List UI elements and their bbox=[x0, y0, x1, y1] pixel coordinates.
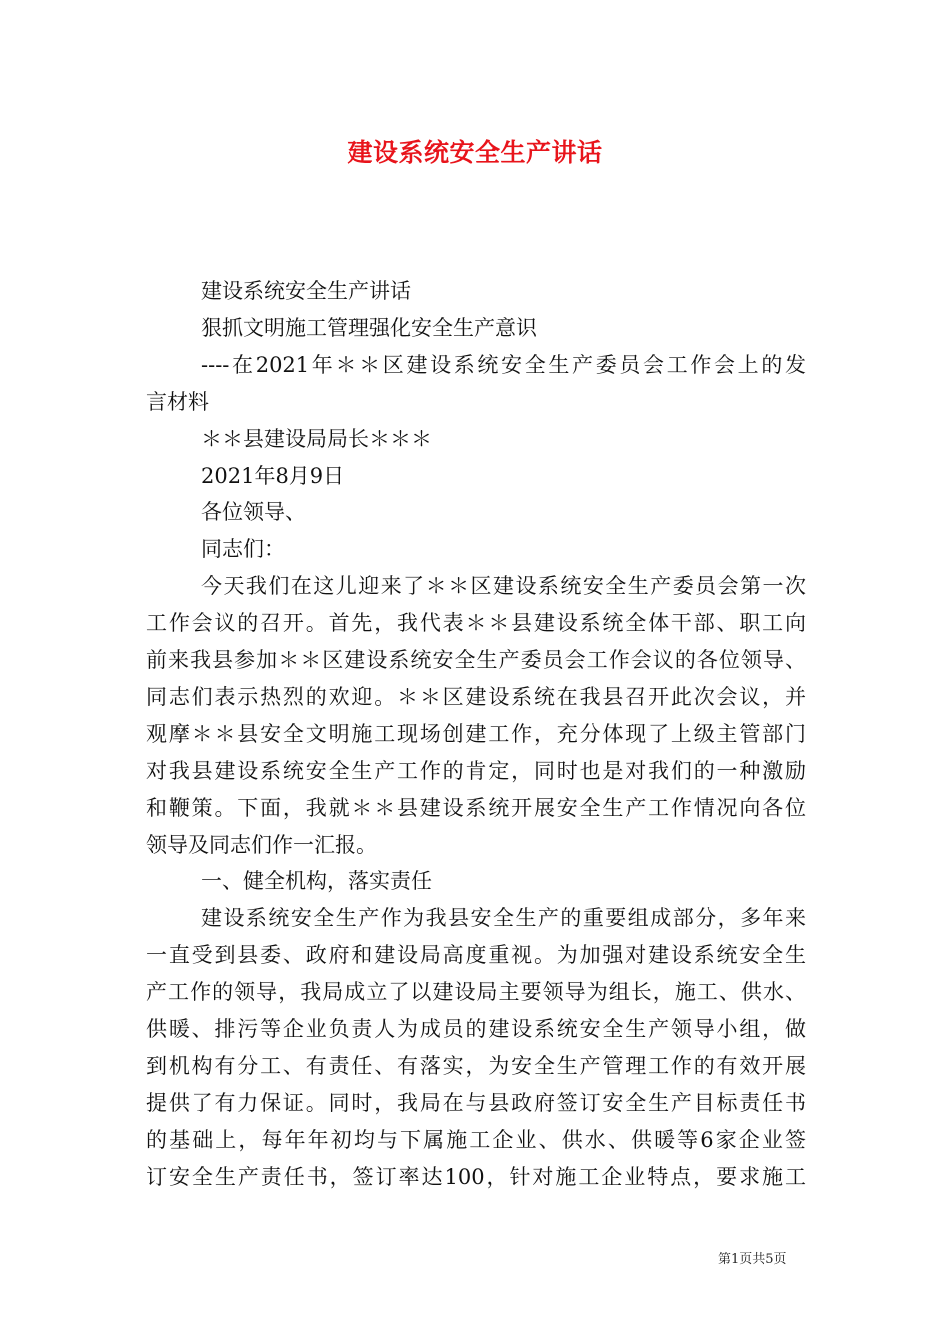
text-line: 观摩＊＊县安全文明施工现场创建工作，充分体现了上级主管部门 bbox=[146, 721, 806, 746]
text-line: 2021年8月9日 bbox=[201, 463, 345, 488]
text-line: 和鞭策。下面，我就＊＊县建设系统开展安全生产工作情况向各位 bbox=[146, 795, 806, 820]
text-line: 一直受到县委、政府和建设局高度重视。为加强对建设系统安全生 bbox=[146, 943, 806, 968]
text-line: 建设系统安全生产讲话 bbox=[201, 279, 411, 303]
text-line: 供暖、排污等企业负责人为成员的建设系统安全生产领导小组，做 bbox=[146, 1017, 806, 1041]
text-line: 订安全生产责任书，签订率达100，针对施工企业特点，要求施工 bbox=[146, 1164, 806, 1189]
text-line: ＊＊县建设局局长＊＊＊ bbox=[201, 426, 432, 451]
document-title: 建设系统安全生产讲话 bbox=[347, 138, 603, 167]
text-line: 建设系统安全生产作为我县安全生产的重要组成部分，多年来 bbox=[201, 906, 806, 931]
text-line: 今天我们在这儿迎来了＊＊区建设系统安全生产委员会第一次 bbox=[201, 574, 806, 599]
text-line: 对我县建设系统安全生产工作的肯定，同时也是对我们的一种激励 bbox=[146, 758, 806, 783]
text-line: 的基础上，每年年初均与下属施工企业、供水、供暖等6家企业签 bbox=[146, 1127, 806, 1152]
text-line: 同志们表示热烈的欢迎。＊＊区建设系统在我县召开此次会议，并 bbox=[146, 684, 806, 709]
text-line: 工作会议的召开。首先，我代表＊＊县建设系统全体干部、职工向 bbox=[146, 611, 806, 636]
text-line: 言材料 bbox=[146, 389, 209, 414]
section-heading: 一、健全机构，落实责任 bbox=[201, 869, 432, 894]
text-line: 到机构有分工、有责任、有落实，为安全生产管理工作的有效开展 bbox=[146, 1053, 806, 1078]
text-line: 同志们： bbox=[201, 537, 285, 562]
text-line: 提供了有力保证。同时，我局在与县政府签订安全生产目标责任书 bbox=[146, 1090, 806, 1115]
text-line: ----在2021年＊＊区建设系统安全生产委员会工作会上的发 bbox=[201, 352, 806, 377]
text-line: 产工作的领导，我局成立了以建设局主要领导为组长，施工、供水、 bbox=[146, 980, 806, 1005]
text-line: 狠抓文明施工管理强化安全生产意识 bbox=[201, 315, 537, 340]
text-line: 领导及同志们作一汇报。 bbox=[146, 832, 377, 857]
text-line: 各位领导、 bbox=[201, 500, 306, 525]
text-line: 前来我县参加＊＊区建设系统安全生产委员会工作会议的各位领导、 bbox=[146, 648, 806, 672]
page-number: 第1页共5页 bbox=[718, 1252, 787, 1267]
